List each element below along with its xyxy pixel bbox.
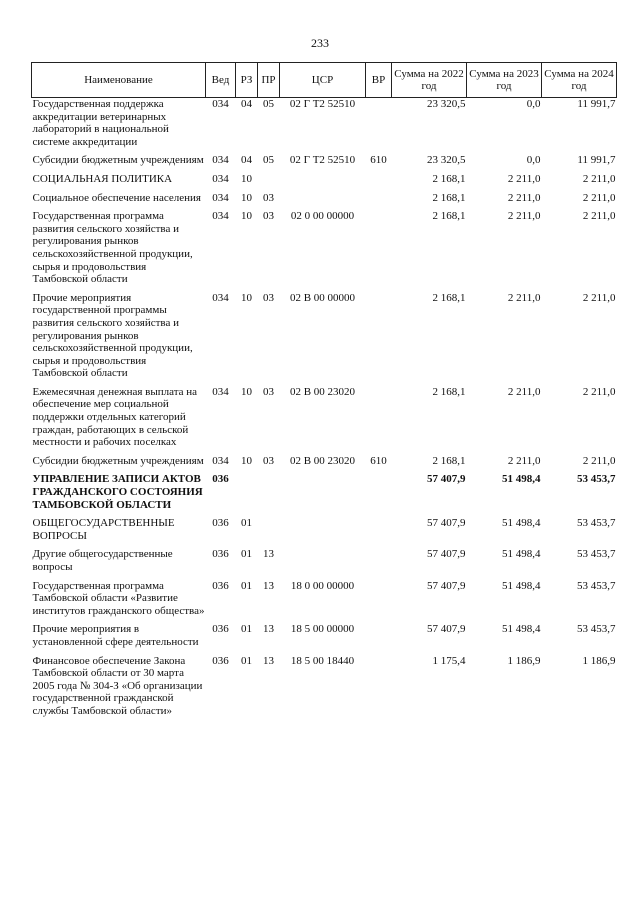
row-sum-2024: 53 453,7 bbox=[577, 548, 616, 561]
table-header bbox=[32, 63, 617, 98]
row-ved: 036 bbox=[212, 654, 229, 667]
row-pr: 13 bbox=[263, 548, 274, 561]
page-number: 233 bbox=[311, 36, 329, 50]
row-rz: 10 bbox=[241, 454, 252, 467]
row-pr: 03 bbox=[263, 191, 274, 204]
row-vr bbox=[366, 574, 392, 618]
row-vr bbox=[366, 649, 392, 718]
row-sum-2024: 53 453,7 bbox=[577, 473, 616, 486]
table-row bbox=[32, 167, 617, 186]
row-ved: 034 bbox=[212, 154, 229, 167]
row-sum-2024: 2 211,0 bbox=[582, 210, 616, 223]
row-name: Ежемесячная денежная выплата на обеспечение мер социальной поддержки отдельных категорий граждан, работающих в сельской местности и рабочих поселках bbox=[32, 385, 198, 449]
row-rz: 01 bbox=[241, 623, 252, 636]
row-rz bbox=[236, 467, 258, 511]
row-vr bbox=[366, 286, 392, 380]
row-sum-2022: 2 168,1 bbox=[432, 291, 466, 304]
row-name: Другие общегосударственные вопросы bbox=[32, 548, 173, 573]
row-name: Прочие мероприятия государственной программы развития сельского хозяйства и регулирования рынков сельскохозяйственной продукции, сырья и продовольствия Тамбовской области bbox=[32, 291, 193, 380]
row-ved: 036 bbox=[212, 473, 229, 486]
row-name: УПРАВЛЕНИЕ ЗАПИСИ АКТОВ ГРАЖДАНСКОГО СОСТОЯНИЯ ТАМБОВСКОЙ ОБЛАСТИ bbox=[32, 473, 203, 511]
row-rz: 01 bbox=[241, 517, 252, 530]
row-sum-2023: 2 211,0 bbox=[507, 210, 541, 223]
table-row bbox=[32, 148, 617, 167]
row-csr: 18 0 00 00000 bbox=[290, 579, 355, 592]
row-sum-2024: 53 453,7 bbox=[577, 623, 616, 636]
table-row bbox=[32, 98, 617, 149]
row-sum-2024: 53 453,7 bbox=[577, 517, 616, 530]
row-vr bbox=[366, 186, 392, 205]
column-header-rz: РЗ bbox=[236, 63, 258, 98]
table-row bbox=[32, 286, 617, 380]
row-sum-2023: 51 498,4 bbox=[502, 623, 541, 636]
row-sum-2022: 57 407,9 bbox=[427, 579, 466, 592]
row-name: Социальное обеспечение населения bbox=[32, 191, 201, 204]
row-sum-2024: 2 211,0 bbox=[582, 172, 616, 185]
row-vr bbox=[366, 98, 392, 149]
row-csr: 02 0 00 00000 bbox=[290, 210, 355, 223]
row-csr: 18 5 00 18440 bbox=[290, 654, 355, 667]
row-csr: 02 В 00 23020 bbox=[289, 454, 356, 467]
row-csr: 02 Г Т2 52510 bbox=[289, 98, 356, 110]
row-sum-2023: 0,0 bbox=[526, 154, 541, 167]
column-header-sum-2022: Сумма на 2022 год bbox=[392, 63, 467, 98]
row-csr bbox=[280, 167, 366, 186]
row-csr: 18 5 00 00000 bbox=[290, 623, 355, 636]
column-header-csr: ЦСР bbox=[280, 63, 366, 98]
row-ved: 034 bbox=[212, 385, 229, 398]
row-sum-2022: 23 320,5 bbox=[427, 154, 466, 167]
row-sum-2022: 57 407,9 bbox=[427, 623, 466, 636]
row-ved: 034 bbox=[212, 210, 229, 223]
table-row bbox=[32, 467, 617, 511]
row-name: Субсидии бюджетным учреждениям bbox=[32, 154, 204, 167]
row-sum-2023: 51 498,4 bbox=[502, 473, 541, 486]
row-csr: 02 Г Т2 52510 bbox=[289, 154, 356, 167]
row-sum-2023: 0,0 bbox=[526, 98, 541, 110]
table-row bbox=[32, 204, 617, 286]
table-row bbox=[32, 511, 617, 542]
row-vr bbox=[366, 167, 392, 186]
row-pr: 05 bbox=[263, 154, 274, 167]
row-sum-2023: 51 498,4 bbox=[502, 579, 541, 592]
table-row bbox=[32, 574, 617, 618]
row-pr: 03 bbox=[263, 210, 274, 223]
row-vr: 610 bbox=[370, 454, 387, 467]
table-row bbox=[32, 449, 617, 468]
column-header-sum-2024: Сумма на 2024 год bbox=[542, 63, 617, 98]
row-pr: 03 bbox=[263, 454, 274, 467]
row-sum-2024: 2 211,0 bbox=[582, 191, 616, 204]
table-row bbox=[32, 380, 617, 449]
row-sum-2022: 57 407,9 bbox=[427, 517, 466, 530]
row-sum-2023: 2 211,0 bbox=[507, 291, 541, 304]
column-header-sum-2023: Сумма на 2023 год bbox=[467, 63, 542, 98]
row-pr: 13 bbox=[263, 579, 274, 592]
row-sum-2022: 2 168,1 bbox=[432, 454, 466, 467]
row-sum-2022: 57 407,9 bbox=[427, 473, 466, 486]
row-sum-2023: 51 498,4 bbox=[502, 548, 541, 561]
row-sum-2022: 23 320,5 bbox=[427, 98, 466, 110]
row-sum-2022: 2 168,1 bbox=[432, 191, 466, 204]
column-header-ved: Вед bbox=[206, 63, 236, 98]
row-rz: 01 bbox=[241, 548, 252, 561]
row-sum-2024: 11 991,7 bbox=[577, 98, 616, 110]
column-header-vr: ВР bbox=[366, 63, 392, 98]
row-sum-2023: 2 211,0 bbox=[507, 191, 541, 204]
row-vr bbox=[366, 204, 392, 286]
row-ved: 036 bbox=[212, 579, 229, 592]
row-pr: 13 bbox=[263, 654, 274, 667]
budget-table bbox=[31, 62, 617, 718]
row-vr bbox=[366, 467, 392, 511]
row-pr: 03 bbox=[263, 385, 274, 398]
row-pr: 13 bbox=[263, 623, 274, 636]
table-row bbox=[32, 186, 617, 205]
row-pr bbox=[258, 467, 280, 511]
row-name: Государственная программа Тамбовской области «Развитие институтов гражданского общества» bbox=[32, 579, 205, 617]
row-rz: 10 bbox=[241, 191, 252, 204]
row-name: СОЦИАЛЬНАЯ ПОЛИТИКА bbox=[32, 172, 173, 185]
row-ved: 036 bbox=[212, 517, 229, 530]
row-csr bbox=[280, 186, 366, 205]
row-name: Прочие мероприятия в установленной сфере деятельности bbox=[32, 623, 199, 648]
table-row bbox=[32, 649, 617, 718]
row-sum-2022: 2 168,1 bbox=[432, 385, 466, 398]
row-vr: 610 bbox=[370, 154, 387, 167]
row-rz: 04 bbox=[241, 98, 252, 110]
column-header-pr: ПР bbox=[258, 63, 280, 98]
row-pr: 05 bbox=[263, 98, 274, 110]
column-header-name: Наименование bbox=[32, 63, 206, 98]
row-rz: 04 bbox=[241, 154, 252, 167]
row-vr bbox=[366, 380, 392, 449]
row-sum-2023: 2 211,0 bbox=[507, 385, 541, 398]
row-rz: 01 bbox=[241, 654, 252, 667]
row-sum-2024: 1 186,9 bbox=[582, 654, 616, 667]
row-csr: 02 В 00 23020 bbox=[289, 385, 356, 398]
row-csr bbox=[280, 511, 366, 542]
row-sum-2024: 2 211,0 bbox=[582, 454, 616, 467]
row-ved: 036 bbox=[212, 623, 229, 636]
row-sum-2022: 2 168,1 bbox=[432, 172, 466, 185]
row-pr bbox=[258, 511, 280, 542]
row-sum-2022: 2 168,1 bbox=[432, 210, 466, 223]
row-ved: 034 bbox=[212, 172, 229, 185]
row-csr bbox=[280, 467, 366, 511]
row-name: Государственная поддержка аккредитации ветеринарных лабораторий в национальной системе аккредитации bbox=[32, 98, 169, 148]
row-ved: 034 bbox=[212, 454, 229, 467]
row-rz: 10 bbox=[241, 210, 252, 223]
row-rz: 10 bbox=[241, 291, 252, 304]
table-row bbox=[32, 617, 617, 648]
row-rz: 10 bbox=[241, 385, 252, 398]
table-row bbox=[32, 542, 617, 573]
row-sum-2024: 2 211,0 bbox=[582, 291, 616, 304]
row-pr: 03 bbox=[263, 291, 274, 304]
row-csr bbox=[280, 542, 366, 573]
table-body bbox=[32, 98, 617, 718]
row-sum-2022: 57 407,9 bbox=[427, 548, 466, 561]
row-name: Финансовое обеспечение Закона Тамбовской области от 30 марта 2005 года № 304-З «Об организации государственной гражданской службы Тамбовской области» bbox=[32, 654, 203, 717]
row-sum-2024: 53 453,7 bbox=[577, 579, 616, 592]
row-vr bbox=[366, 511, 392, 542]
row-csr: 02 В 00 00000 bbox=[289, 291, 356, 304]
row-ved: 034 bbox=[212, 291, 229, 304]
row-name: ОБЩЕГОСУДАРСТВЕННЫЕ ВОПРОСЫ bbox=[32, 517, 175, 542]
row-vr bbox=[366, 542, 392, 573]
row-vr bbox=[366, 617, 392, 648]
row-sum-2023: 2 211,0 bbox=[507, 454, 541, 467]
row-sum-2024: 2 211,0 bbox=[582, 385, 616, 398]
row-pr bbox=[258, 167, 280, 186]
row-ved: 034 bbox=[212, 191, 229, 204]
row-sum-2024: 11 991,7 bbox=[577, 154, 616, 167]
row-name: Субсидии бюджетным учреждениям bbox=[32, 454, 204, 467]
row-sum-2023: 1 186,9 bbox=[507, 654, 541, 667]
row-ved: 036 bbox=[212, 548, 229, 561]
row-ved: 034 bbox=[212, 98, 229, 110]
row-name: Государственная программа развития сельского хозяйства и регулирования рынков сельскохозяйственной продукции, сырья и продовольствия Тамбовской области bbox=[32, 210, 193, 286]
row-rz: 10 bbox=[241, 172, 252, 185]
row-sum-2023: 2 211,0 bbox=[507, 172, 541, 185]
row-sum-2023: 51 498,4 bbox=[502, 517, 541, 530]
row-rz: 01 bbox=[241, 579, 252, 592]
row-sum-2022: 1 175,4 bbox=[432, 654, 466, 667]
